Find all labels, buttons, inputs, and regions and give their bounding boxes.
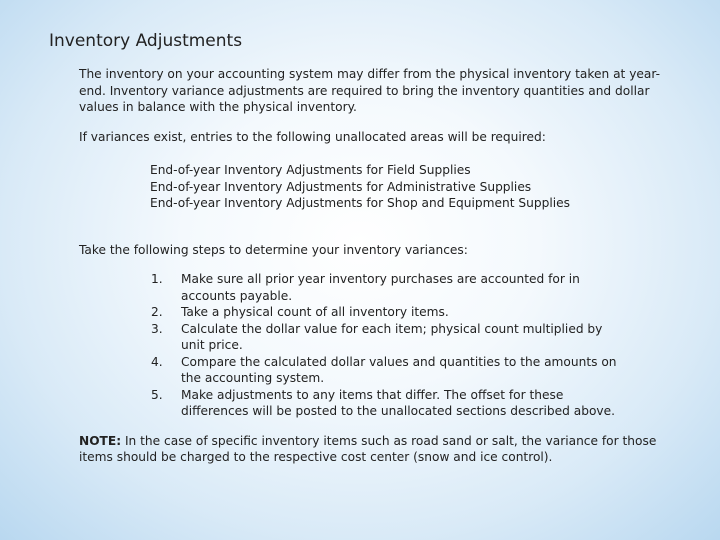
note-text: In the case of specific inventory items such as road sand or salt, the variance for those items should be charged to the respective cost center (snow and ice control). xyxy=(79,433,657,464)
steps-list xyxy=(79,271,684,420)
note-label: NOTE: xyxy=(79,433,122,448)
list-item xyxy=(151,354,621,387)
list-item xyxy=(151,321,621,354)
list-item xyxy=(151,387,621,420)
step-number: 3. xyxy=(151,321,163,336)
step-number: 4. xyxy=(151,354,163,369)
step-text: Calculate the dollar value for each item; physical count multiplied by unit price. xyxy=(181,321,603,352)
step-text: Make sure all prior year inventory purchases are accounted for in accounts payable. xyxy=(181,272,580,303)
step-text: Take a physical count of all inventory items. xyxy=(181,305,449,319)
document-body xyxy=(79,66,684,466)
page-title: Inventory Adjustments xyxy=(49,31,243,51)
step-text: Compare the calculated dollar values and quantities to the amounts on the accounting system. xyxy=(181,354,617,385)
step-number: 2. xyxy=(151,305,163,319)
step-number: 1. xyxy=(151,272,163,286)
intro-paragraph: The inventory on your accounting system may differ from the physical inventory taken at year-end. Inventory variance adjustments are required to bring the inventory quantities and dollar values in balance with the physical inventory. xyxy=(79,67,661,114)
steps-lead: Take the following steps to determine your inventory variances: xyxy=(79,242,468,257)
area-item: End-of-year Inventory Adjustments for Administrative Supplies xyxy=(150,179,532,194)
step-number: 5. xyxy=(151,387,163,402)
unallocated-areas-list xyxy=(150,162,684,212)
list-item xyxy=(151,304,621,321)
area-item: End-of-year Inventory Adjustments for Shop and Equipment Supplies xyxy=(150,196,570,210)
note-paragraph xyxy=(79,433,684,466)
list-item xyxy=(151,271,621,304)
variance-lead: If variances exist, entries to the following unallocated areas will be required: xyxy=(79,129,546,144)
area-item: End-of-year Inventory Adjustments for Field Supplies xyxy=(150,163,471,177)
step-text: Make adjustments to any items that differ. The offset for these differences will be posted to the unallocated sections described above. xyxy=(181,387,616,418)
